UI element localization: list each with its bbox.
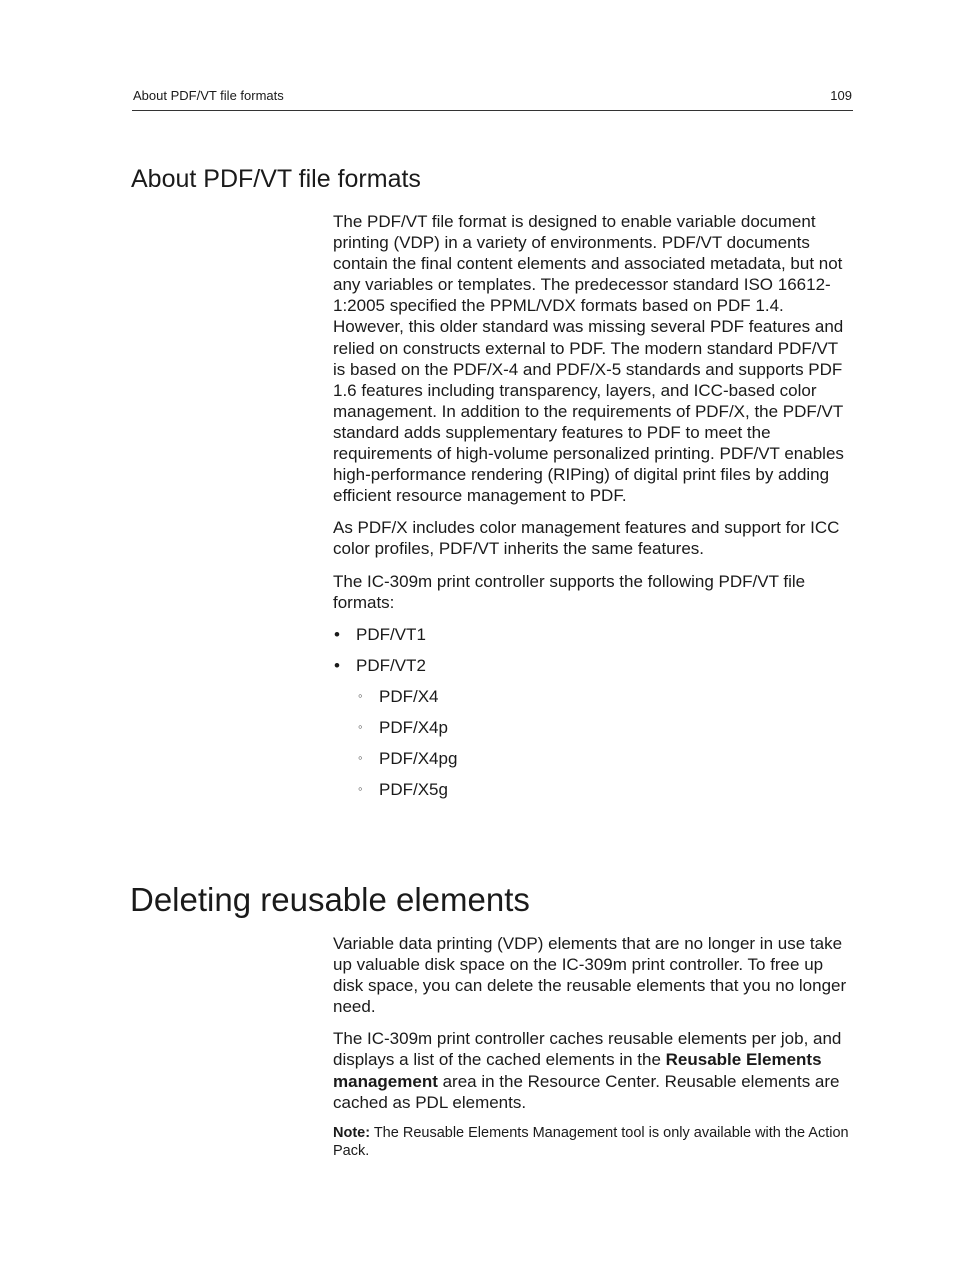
- note-text: The Reusable Elements Management tool is only available with the Action Pack.: [333, 1124, 849, 1159]
- section-body-deleting: [333, 933, 853, 1171]
- sub-list-item-label: PDF/X5g: [379, 780, 448, 800]
- note-label: Note:: [333, 1124, 371, 1141]
- paragraph-cache-text-1: The IC-309m print controller caches reusable elements per job, and displays a list of the cached elements in the: [333, 1029, 842, 1070]
- format-list: [333, 624, 853, 801]
- paragraph-supported-formats: The IC-309m print controller supports the following PDF/VT file formats:: [333, 571, 806, 612]
- list-item-label: PDF/VT2: [356, 655, 426, 675]
- list-item: [333, 655, 853, 800]
- sub-list-item: [356, 717, 853, 738]
- circle-bullet-icon: ◦: [358, 750, 363, 766]
- sub-format-list: [356, 686, 853, 800]
- section-heading-deleting: Deleting reusable elements: [130, 881, 530, 918]
- sub-list-item-label: PDF/X4: [379, 686, 439, 706]
- section-body-pdfvt: [333, 211, 853, 810]
- list-item: [333, 624, 853, 645]
- paragraph-vdp-elements: Variable data printing (VDP) elements that are no longer in use take up valuable disk space on the IC-309m print controller. To free up disk space, you can delete the reusable elements that you no longer need.: [333, 934, 847, 1017]
- reusable-elements-management-term: Reusable Elements management: [333, 1050, 822, 1091]
- running-header: [132, 88, 853, 111]
- circle-bullet-icon: ◦: [358, 687, 363, 703]
- section-heading-pdfvt: About PDF/VT file formats: [131, 165, 421, 193]
- bullet-icon: •: [334, 624, 340, 644]
- sub-list-item-label: PDF/X4p: [379, 717, 448, 737]
- sub-list-item: [356, 779, 853, 800]
- sub-list-item: [356, 686, 853, 707]
- paragraph-cache-text-2: area in the Resource Center. Reusable elements are cached as PDL elements.: [333, 1071, 840, 1112]
- list-item-label: PDF/VT1: [356, 624, 426, 644]
- circle-bullet-icon: ◦: [358, 781, 363, 797]
- circle-bullet-icon: ◦: [358, 718, 363, 734]
- sub-list-item: [356, 748, 853, 769]
- page-number: 109: [830, 88, 852, 103]
- running-header-title: About PDF/VT file formats: [133, 88, 284, 103]
- bullet-icon: •: [334, 655, 340, 675]
- sub-list-item-label: PDF/X4pg: [379, 749, 458, 769]
- paragraph-color-management: As PDF/X includes color management features and support for ICC color profiles, PDF/VT inherits the same features.: [333, 518, 840, 559]
- paragraph-cache: [333, 1028, 853, 1112]
- note: [333, 1124, 853, 1160]
- paragraph-pdfvt-intro: The PDF/VT file format is designed to enable variable document printing (VDP) in a variety of environments. PDF/VT documents contain the final content elements and associated metadata, but not any variables or templates. The predecessor standard ISO 16612-1:2005 specified the PPML/VDX formats based on PDF 1.4. However, this older standard was missing several PDF features and relied on constructs external to PDF. The modern standard PDF/VT is based on the PDF/X-4 and PDF/X-5 standards and supports PDF 1.6 features including transparency, layers, and ICC-based color management. In addition to the requirements of PDF/X, the PDF/VT standard adds supplementary features to PDF to meet the requirements of high-volume personalized printing. PDF/VT enables high-performance rendering (RIPing) of digital print files by adding efficient resource management to PDF.: [333, 212, 844, 506]
